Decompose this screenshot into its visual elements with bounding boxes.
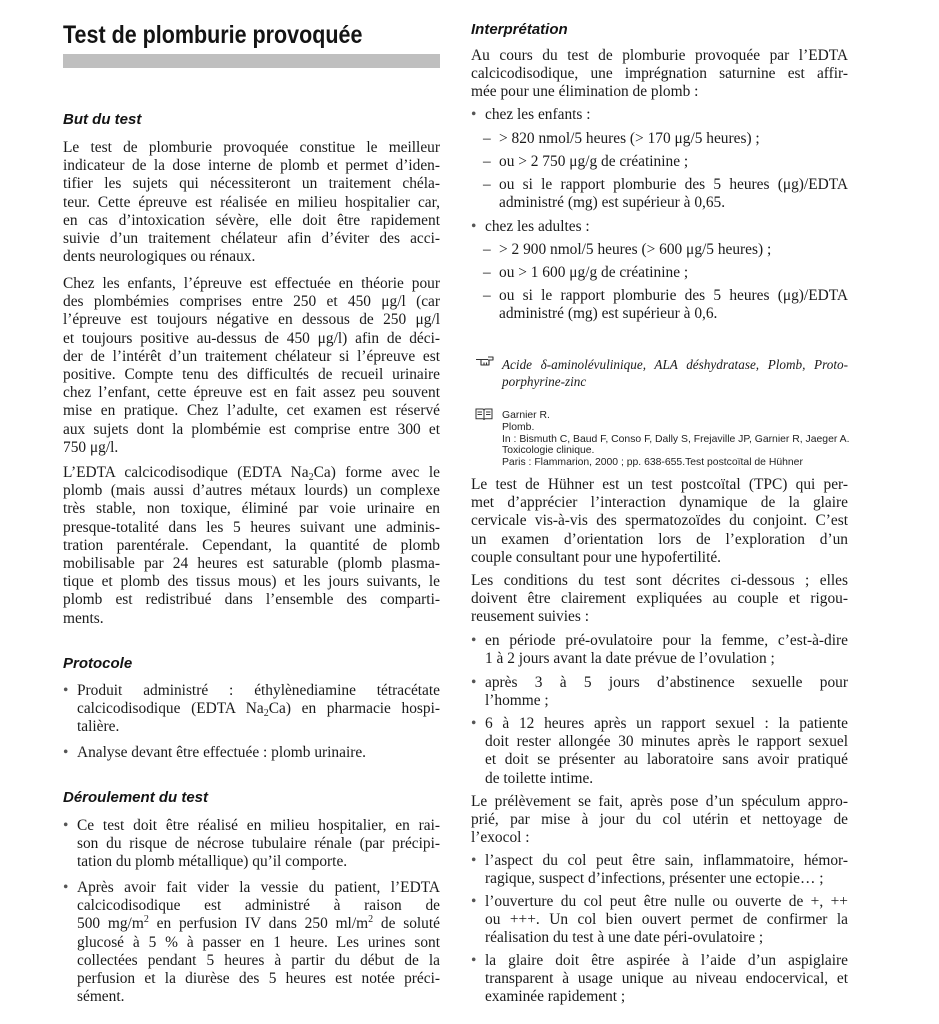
text-line: très stable, non toxique, éliminé par voie urinaire en bbox=[63, 500, 440, 518]
text-line: doit rester allongée 30 minutes après le rapport sexuel bbox=[485, 733, 848, 751]
bullet-icon: • bbox=[63, 744, 69, 761]
text-line: ou +++. Un col bien ouvert permet de confirmer la bbox=[485, 911, 848, 929]
heading-protocole: Protocole bbox=[63, 655, 133, 672]
text-line: • après 3 à 5 jours d’abstinence sexuelle pour bbox=[471, 674, 848, 691]
open-book-icon bbox=[475, 407, 493, 421]
list-item-observation-1 bbox=[471, 852, 848, 888]
text-line: perfusion et la diurèse des 5 heures est notée préci- bbox=[77, 970, 440, 988]
sub-item-adults-1 bbox=[471, 241, 848, 259]
text-line: L’EDTA calcicodisodique (EDTA $Na_2Ca$) forme avec le bbox=[63, 464, 441, 483]
list-item-observation-2 bbox=[471, 893, 848, 948]
see-also-line[interactable]: Acide δ-aminolévulinique, ALA déshydratase, Plomb, Proto- bbox=[502, 357, 848, 372]
bullet-icon: • bbox=[471, 218, 477, 235]
list-item-adults bbox=[471, 218, 848, 236]
text-line: 500 $mg/m^2$ en perfusion IV dans 250 $ml/m^2$ de soluté bbox=[77, 914, 440, 933]
text-line: Le test de Hühner est un test postcoïtal (TPC) qui per- bbox=[471, 476, 848, 493]
text-line: et doit se présenter au laboratoire sans avoir pratiqué bbox=[485, 751, 848, 769]
list-item-protocole-2 bbox=[63, 744, 440, 762]
text-line: et toujours positive au-dessus de 450 μg/l) afin de déci- bbox=[63, 329, 440, 347]
text-line: met d’apprécier l’interaction dynamique de la glaire bbox=[471, 494, 848, 512]
text-line: transparent à usage unique au niveau endocervical, et bbox=[485, 970, 848, 988]
text-line: Le prélèvement se fait, après pose d’un spéculum appro- bbox=[471, 793, 848, 810]
dash-icon: – bbox=[483, 153, 491, 170]
dash-icon: – bbox=[483, 287, 491, 304]
text-line: cervicale vis-à-vis des spermatozoïdes du conjoint. C’est bbox=[471, 512, 848, 530]
text-line: mée pour une élimination de plomb : bbox=[471, 83, 699, 101]
bullet-icon: • bbox=[63, 682, 69, 699]
text-line: plomb est redistribué dans l’ensemble des comparti- bbox=[63, 591, 440, 609]
text-line: • chez les enfants : bbox=[471, 106, 591, 123]
bibliography-reference bbox=[502, 410, 848, 469]
text-line: • chez les adultes : bbox=[471, 218, 590, 235]
sub-item-children-2 bbox=[471, 153, 848, 171]
list-item-condition-3 bbox=[471, 715, 848, 788]
text-line: suivie d’un traitement chélateur afin d’éviter des acci- bbox=[63, 230, 440, 248]
text-line: tration parentérale. Cependant, la quantité de plomb bbox=[63, 536, 440, 554]
heading-interpretation: Interprétation bbox=[471, 21, 568, 38]
text-line: Chez les enfants, l’épreuve est effectuée en théorie pour bbox=[63, 275, 440, 292]
paragraph-tpc-1 bbox=[471, 476, 848, 567]
bullet-icon: • bbox=[63, 817, 69, 834]
text-line: der de l’intérêt d’un traitement chélateur si l’épreuve est bbox=[63, 347, 440, 365]
bullet-icon: • bbox=[471, 952, 477, 969]
text-line: glucosé à 5 % à passer en 1 heure. Les urines sont bbox=[77, 933, 440, 951]
text-line: • Ce test doit être réalisé en milieu hospitalier, en rai- bbox=[63, 817, 440, 834]
text-line: calcicodisodique, une imprégnation saturnine est affir- bbox=[471, 65, 848, 83]
title-underline-bar bbox=[63, 54, 440, 68]
list-item-condition-1 bbox=[471, 632, 848, 668]
text-line: reusement suivies : bbox=[471, 608, 589, 626]
text-line: 750 μg/l. bbox=[63, 438, 119, 456]
text-line: chez l’enfant, cette épreuve est en fait assez peu souvent bbox=[63, 384, 440, 402]
text-line: réalisation du test à une date péri-ovulatoire ; bbox=[485, 929, 764, 947]
reference-line: Plomb. bbox=[502, 421, 535, 433]
text-line: examinée rapidement ; bbox=[485, 988, 626, 1006]
paragraph-but-3 bbox=[63, 464, 440, 628]
text-line: sément. bbox=[77, 988, 125, 1006]
text-line: – > 820 nmol/5 heures (> 170 μg/5 heures) ; bbox=[483, 130, 760, 147]
text-line: des plombémies comprises entre 250 et 450 μg/l (car bbox=[63, 293, 440, 311]
text-line: • Après avoir fait vider la vessie du patient, l’EDTA bbox=[63, 879, 440, 896]
text-line: • Produit administré : éthylènediamine tétracétate bbox=[63, 682, 440, 699]
list-item-observation-3 bbox=[471, 952, 848, 1007]
text-line: doivent être clairement expliquées au couple et rigou- bbox=[471, 590, 848, 608]
text-line: l’épreuve est toujours négative en dessous de 250 μg/l bbox=[63, 311, 440, 329]
pointing-hand-icon bbox=[475, 353, 495, 367]
bullet-icon: • bbox=[471, 715, 477, 732]
text-line: dents neurologiques ou rénaux. bbox=[63, 248, 256, 266]
dash-icon: – bbox=[483, 130, 491, 147]
text-line: un examen d’orientation lors de l’exploration d’un bbox=[471, 530, 848, 548]
dash-icon: – bbox=[483, 176, 491, 193]
heading-deroulement: Déroulement du test bbox=[63, 789, 209, 806]
text-line: administré (mg) est supérieur à 0,6. bbox=[499, 305, 718, 323]
text-line: – ou > 1 600 μg/g de créatinine ; bbox=[483, 264, 689, 281]
text-line: – ou > 2 750 μg/g de créatinine ; bbox=[483, 153, 689, 170]
paragraph-tpc-2 bbox=[471, 572, 848, 627]
heading-but-du-test: But du test bbox=[63, 111, 142, 128]
text-line: prié, par mise à jour du col utérin et nettoyage de bbox=[471, 811, 848, 829]
text-line: teur. Cette épreuve est réalisée en milieu hospitalier car, bbox=[63, 193, 440, 211]
reference-line: Paris : Flammarion, 2000 ; pp. 638-655.Test postcoïtal de Hühner bbox=[502, 457, 803, 469]
sub-item-children-1 bbox=[471, 130, 848, 148]
text-line: ragique, suspect d’infections, présenter une ectopie… ; bbox=[485, 870, 824, 888]
text-line: calcicodisodique est administré à raison de bbox=[77, 897, 440, 915]
text-line: • en période pré-ovulatoire pour la femme, c’est-à-dire bbox=[471, 632, 848, 649]
bullet-icon: • bbox=[471, 852, 477, 869]
dash-icon: – bbox=[483, 241, 491, 258]
bullet-icon: • bbox=[471, 674, 477, 691]
text-line: • la glaire doit être aspirée à l’aide d’un aspiglaire bbox=[471, 952, 848, 969]
page-title: Test de plomburie provoquée bbox=[63, 21, 363, 49]
text-line: – ou si le rapport plomburie des 5 heures (μg)/EDTA bbox=[483, 287, 848, 304]
reference-line: Toxicologie clinique. bbox=[502, 445, 595, 457]
text-line: – ou si le rapport plomburie des 5 heures (μg)/EDTA bbox=[483, 176, 848, 193]
text-line: • 6 à 12 heures après un rapport sexuel : la patiente bbox=[471, 715, 848, 732]
text-line: tation du plomb métallique) qu’il comporte. bbox=[77, 853, 348, 871]
list-item-protocole-1 bbox=[63, 682, 440, 737]
sub-item-adults-3 bbox=[471, 287, 848, 323]
text-line: de toilette intime. bbox=[485, 769, 594, 787]
text-line: talière. bbox=[77, 718, 120, 736]
sub-item-children-3 bbox=[471, 176, 848, 212]
text-line: aux sujets dont la plombémie est comprise entre 300 et bbox=[63, 420, 440, 438]
text-line: mobilisable par 24 heures est saturable (plomb plasma- bbox=[63, 555, 440, 573]
paragraph-interpretation-intro bbox=[471, 47, 848, 102]
text-line: l’homme ; bbox=[485, 692, 549, 710]
dash-icon: – bbox=[483, 264, 491, 281]
text-line: – > 2 900 nmol/5 heures (> 600 μg/5 heures) ; bbox=[483, 241, 772, 258]
bullet-icon: • bbox=[63, 879, 69, 896]
text-line: collectées pendant 5 heures à partir du début de la bbox=[77, 951, 440, 969]
bullet-icon: • bbox=[471, 106, 477, 123]
list-item-children bbox=[471, 106, 848, 124]
text-line: tifier les sujets qui nécessiteront un traitement chéla- bbox=[63, 175, 440, 193]
text-line: positive. Compte tenu des difficultés de recueil urinaire bbox=[63, 366, 440, 384]
list-item-deroulement-1 bbox=[63, 817, 440, 872]
text-line: • Analyse devant être effectuée : plomb urinaire. bbox=[63, 744, 367, 761]
see-also-links bbox=[502, 356, 848, 390]
text-line: en cas d’intoxication sévère, elle doit être rapidement bbox=[63, 211, 440, 229]
text-line: couple consultant pour une hypofertilité. bbox=[471, 548, 722, 566]
list-item-deroulement-2 bbox=[63, 879, 440, 1006]
text-line: • l’ouverture du col peut être nulle ou ouverte de +, ++ bbox=[471, 893, 848, 910]
text-line: presque-totalité dans les 5 heures suivant une adminis- bbox=[63, 518, 440, 536]
text-line: ments. bbox=[63, 609, 104, 627]
text-line: Au cours du test de plomburie provoquée par l’EDTA bbox=[471, 47, 848, 64]
text-line: mise en pratique. Chez l’adulte, cet examen est réservé bbox=[63, 402, 440, 420]
bullet-icon: • bbox=[471, 893, 477, 910]
paragraph-but-2 bbox=[63, 275, 440, 457]
reference-line: Garnier R. bbox=[502, 410, 550, 421]
text-line: calcicodisodique (EDTA $Na_2Ca$) en pharmacie hospi- bbox=[77, 700, 441, 720]
text-line: administré (mg) est supérieur à 0,65. bbox=[499, 194, 726, 212]
paragraph-tpc-3 bbox=[471, 793, 848, 848]
paragraph-but-1 bbox=[63, 139, 440, 266]
see-also-line[interactable]: porphyrine-zinc bbox=[502, 374, 587, 389]
text-line: tique et plomb des tissus mous) et les jours suivants, le bbox=[63, 573, 440, 591]
text-line: plomb (mais aussi d’autres métaux lourds) un complexe bbox=[63, 482, 440, 500]
sub-item-adults-2 bbox=[471, 264, 848, 282]
text-line: son du risque de nécrose tubulaire rénale (par précipi- bbox=[77, 835, 440, 853]
list-item-condition-2 bbox=[471, 674, 848, 710]
text-line: Le test de plomburie provoquée constitue le meilleur bbox=[63, 139, 440, 156]
bullet-icon: • bbox=[471, 632, 477, 649]
text-line: l’exocol : bbox=[471, 829, 530, 847]
text-line: • l’aspect du col peut être sain, inflammatoire, hémor- bbox=[471, 852, 848, 869]
text-line: indicateur de la dose interne de plomb et permet d’iden- bbox=[63, 157, 440, 175]
text-line: 1 à 2 jours avant la date prévue de l’ovulation ; bbox=[485, 650, 775, 668]
reference-line: In : Bismuth C, Baud F, Conso F, Dally S, Frejaville JP, Garnier R, Jaeger A. bbox=[502, 433, 850, 445]
text-line: Les conditions du test sont décrites ci-dessous ; elles bbox=[471, 572, 848, 589]
